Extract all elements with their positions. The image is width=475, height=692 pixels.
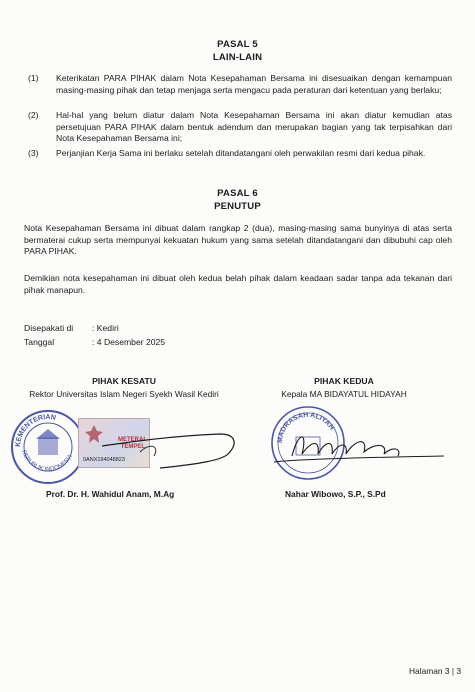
pasal6-paragraph-2: Demikian nota kesepahaman ini dibuat oleh kedua belah pihak dalam keadaan sadar tanpa ada tekanan dari pihak manapun. [24,273,452,295]
party1-signature [100,412,240,472]
place-label: Disepakati di [24,323,74,333]
svg-text:MADRASAH ALIYAH: MADRASAH ALIYAH [276,411,335,444]
date-label: Tanggal [24,337,55,347]
pasal6-title: PENUTUP [214,201,261,212]
page-number: Halaman 3 | 3 [409,666,461,676]
pasal5-item-1 [28,73,452,96]
pasal6-paragraph-1: Nota Kesepahaman Bersama ini dibuat dalam rangkap 2 (dua), masing-masing sama bunyinya di atas serta bermaterai cukup serta mempunyai kekuatan hukum yang sama setelah ditandatangani dan dibubuhi cap oleh PARA PIHAK. [24,223,452,257]
party2-signature [272,422,447,472]
pasal6-number: PASAL 6 [217,188,258,199]
date-value: : 4 Desember 2025 [92,337,166,347]
item-text: Keterikatan PARA PIHAK dalam Nota Kesepahaman Bersama ini disesuaikan dengan kemampuan masing-masing pihak dan tetap menjaga serta mengacu pada peraturan dari ketentuan yang berlaku; [56,73,452,95]
party1-position: Rektor Universitas Islam Negeri Syekh Wasil Kediri [29,389,219,399]
svg-text:REPUBLIK INDONESIA: REPUBLIK INDONESIA [20,449,74,473]
party1-name: Prof. Dr. H. Wahidul Anam, M.Ag [46,489,175,499]
svg-text:KEMENTERIAN: KEMENTERIAN [14,413,57,448]
party2-heading: PIHAK KEDUA [314,376,374,386]
pasal5-number: PASAL 5 [217,39,258,50]
item-number: (1) [28,73,39,83]
item-number: (3) [28,148,39,158]
pasal5-item-2 [28,110,452,145]
item-number: (2) [28,110,39,120]
party1-heading: PIHAK KESATU [92,376,156,386]
materai-code: 0ANX194048823 [83,457,125,463]
item-text: Hal-hal yang belum diatur dalam Nota Kesepahaman Bersama ini akan diatur kemudian atas persetujuan PARA PIHAK dalam bentuk adendum dan merupakan bagian yang tak terpisahkan dari Nota Kesepahaman Bersama ini; [56,110,452,144]
place-value: : Kediri [92,323,119,333]
pasal5-title: LAIN-LAIN [212,52,263,63]
item-text: Perjanjian Kerja Sama ini berlaku setelah ditandatangani oleh perwakilan resmi dari kedua pihak. [56,148,426,158]
party2-position: Kepala MA BIDAYATUL HIDAYAH [281,389,407,399]
pasal5-item-3 [28,148,452,160]
materai-title: METERAI TEMPEL [118,437,145,450]
party2-name: Nahar Wibowo, S.P., S.Pd [285,489,386,499]
university-stamp-icon [8,405,88,485]
